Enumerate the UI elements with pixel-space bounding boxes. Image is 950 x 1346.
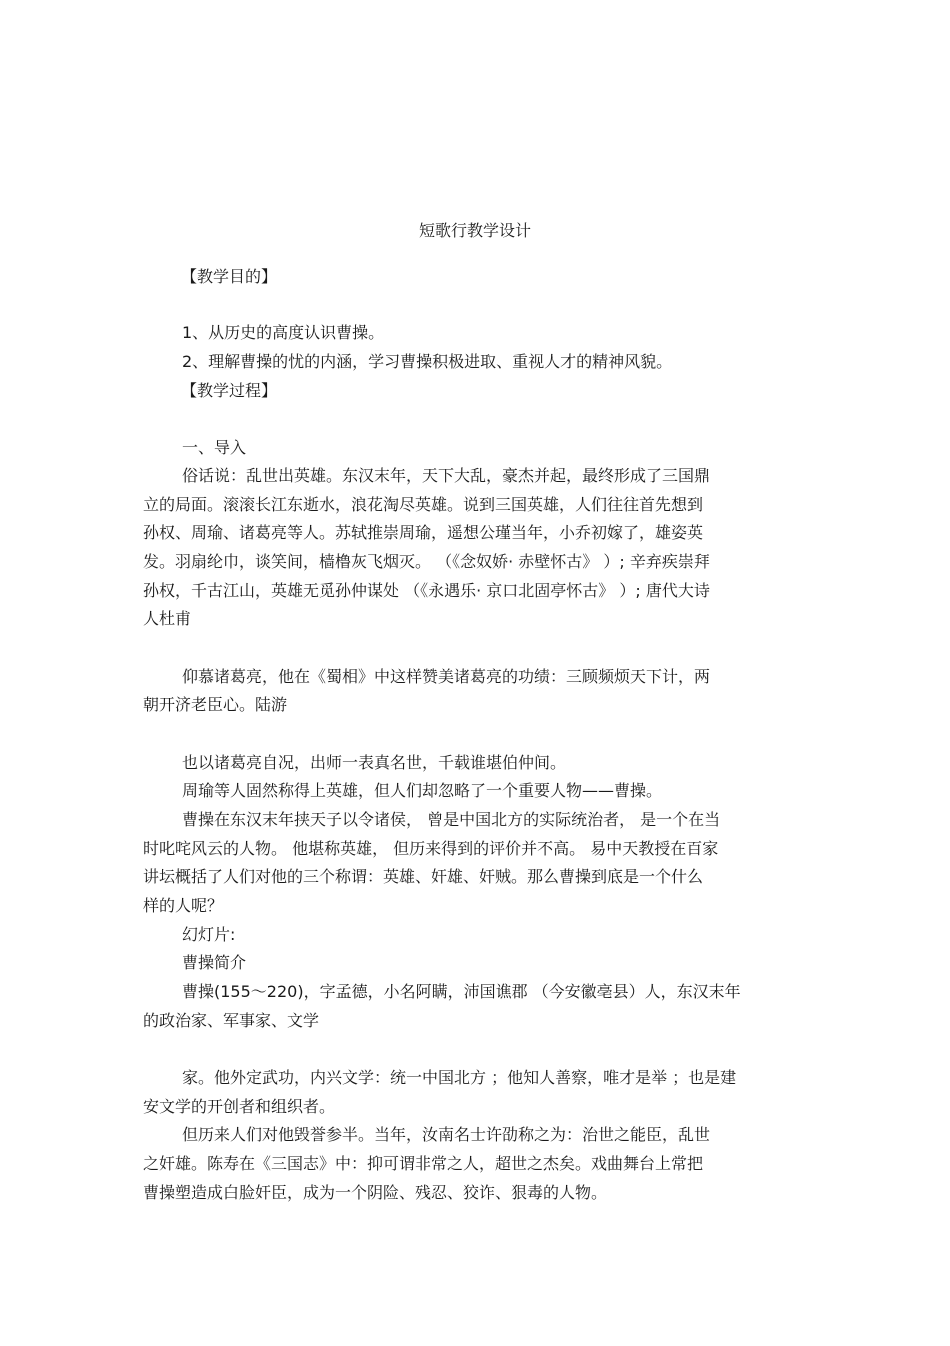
paragraph-line: 曹操(155～220)，字孟德，小名阿瞒，沛国谯郡 （今安徽亳县）人，东汉末年 [182,982,741,1001]
paragraph-line: 安文学的开创者和组织者。 [143,1097,336,1116]
paragraph-line: 也以诸葛亮自况，出师一表真名世，千载谁堪伯仲间。 [182,753,567,772]
paragraph-line: 周瑜等人固然称得上英雄，但人们却忽略了一个重要人物——曹操。 [182,781,663,800]
paragraph-line: 发。羽扇纶巾，谈笑间，樯橹灰飞烟灭。 （《念奴娇· 赤壁怀古》 ）; 辛弃疾崇拜 [143,552,710,571]
purpose-item-2: 2、理解曹操的忧的内涵，学习曹操积极进取、重视人才的精神风貌。 [182,352,673,371]
purpose-item-1: 1、从历史的高度认识曹操。 [182,323,385,342]
paragraph-line: 孙权、周瑜、诸葛亮等人。苏轼推崇周瑜，遥想公瑾当年，小乔初嫁了，雄姿英 [143,523,704,542]
paragraph-line: 曹操在东汉末年挟天子以令诸侯， 曾是中国北方的实际统治者， 是一个在当 [182,810,721,829]
paragraph-line: 仰慕诸葛亮，他在《蜀相》中这样赞美诸葛亮的功绩：三顾频烦天下计，两 [182,667,711,686]
part-heading-intro: 一、导入 [182,438,247,457]
paragraph-line: 时叱咤风云的人物。 他堪称英雄， 但历来得到的评价并不高。 易中天教授在百家 [143,839,719,858]
paragraph-line: 曹操塑造成白脸奸臣，成为一个阴险、残忍、狡诈、狠毒的人物。 [143,1183,608,1202]
section-heading-process: 【教学过程】 [181,381,278,400]
paragraph-line: 俗话说：乱世出英雄。东汉末年，天下大乱，豪杰并起，最终形成了三国鼎 [182,466,711,485]
slide-label: 幻灯片: [182,925,236,944]
section-heading-purpose: 【教学目的】 [181,267,278,286]
paragraph-line: 立的局面。滚滚长江东逝水，浪花淘尽英雄。说到三国英雄，人们往往首先想到 [143,495,704,514]
paragraph-line: 的政治家、军事家、文学 [143,1011,320,1030]
document-title: 短歌行教学设计 [418,221,531,240]
paragraph-line: 朝开济老臣心。陆游 [143,695,288,714]
paragraph-line: 但历来人们对他毁誉参半。当年，汝南名士许劭称之为：治世之能臣，乱世 [182,1125,711,1144]
paragraph-line: 样的人呢？ [143,896,224,915]
paragraph-line: 家。他外定武功，内兴文学：统一中国北方 ；他知人善察，唯才是举 ；也是建 [182,1068,737,1087]
paragraph-line: 之奸雄。陈寿在《三国志》中：抑可谓非常之人，超世之杰矣。戏曲舞台上常把 [143,1154,704,1173]
paragraph-line: 讲坛概括了人们对他的三个称谓：英雄、奸雄、奸贼。那么曹操到底是一个什么 [143,867,704,886]
slide-title: 曹操简介 [182,953,247,972]
paragraph-line: 孙权，千古江山，英雄无觅孙仲谋处 （《永遇乐· 京口北固亭怀古》 ）; 唐代大诗 [143,581,710,600]
paragraph-line: 人杜甫 [143,609,192,628]
